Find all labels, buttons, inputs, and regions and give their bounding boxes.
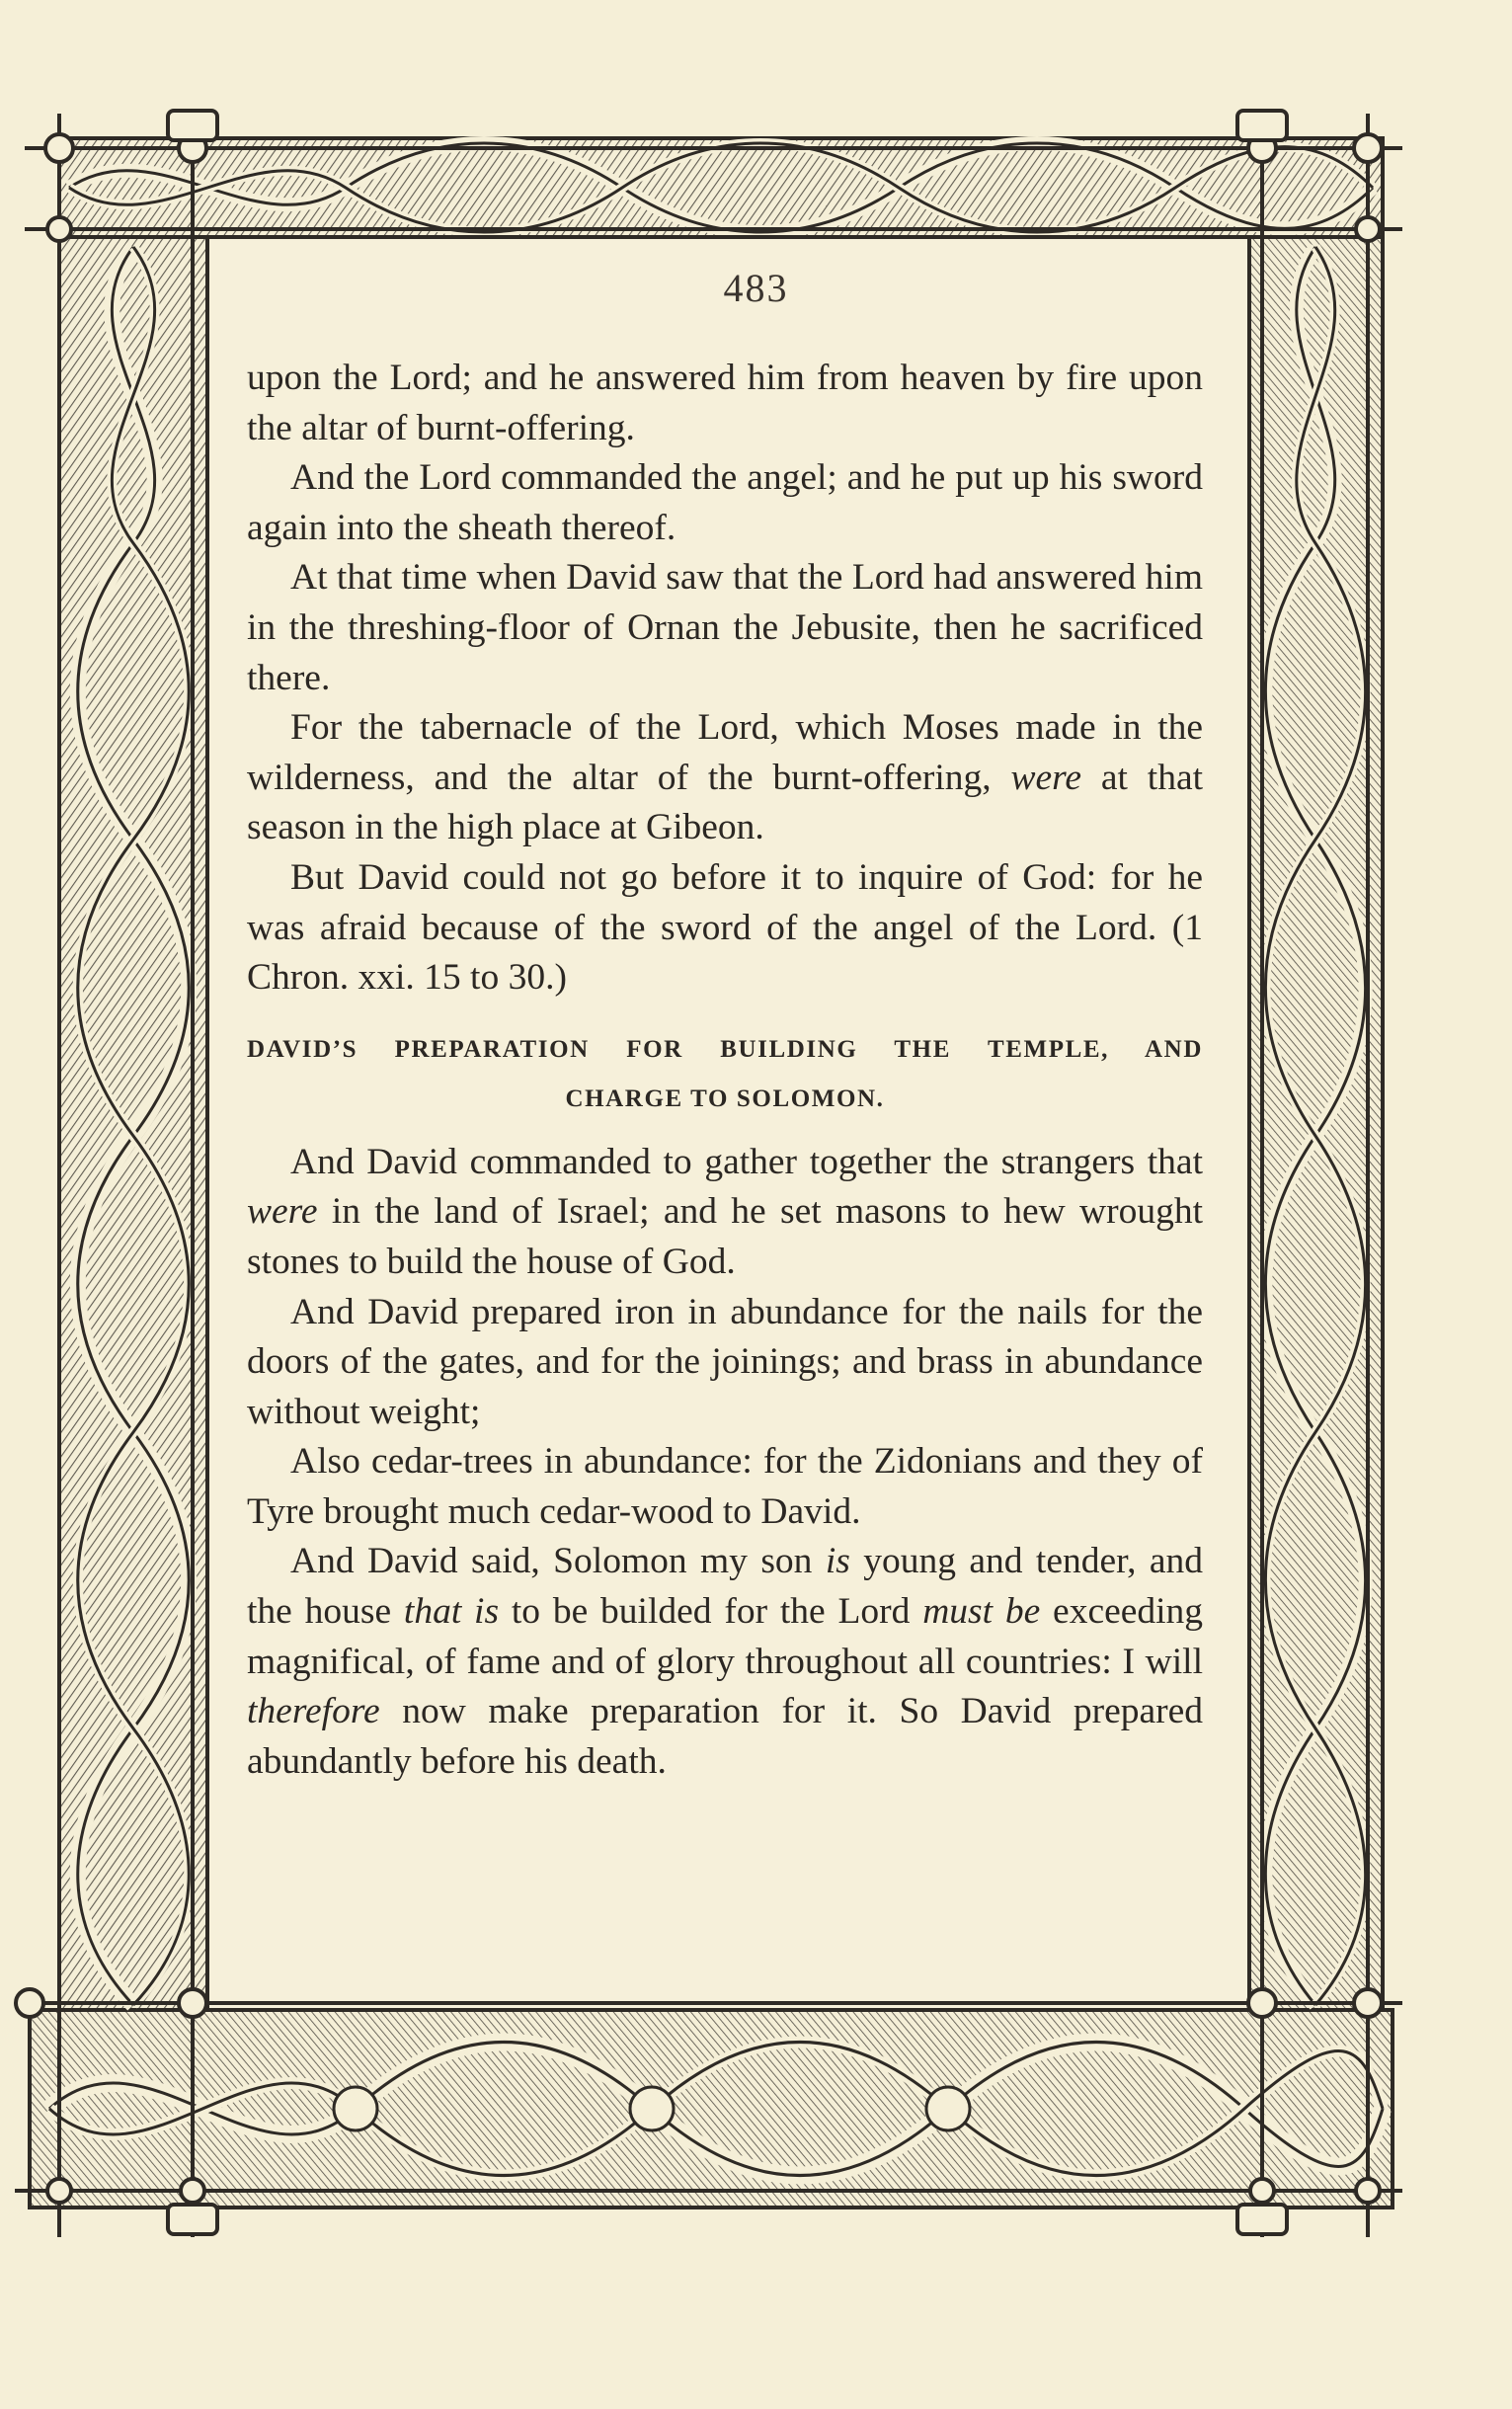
paragraph-7: And David prepared iron in abundance for the nails for the doors of the gates, and for the joinings; and brass in abundance without weight;: [247, 1291, 1203, 1432]
paragraph-2: And the Lord commanded the angel; and he put up his sword again into the sheath thereof.: [247, 457, 1203, 548]
section-heading-line-2: CHARGE TO SOLOMON.: [565, 1084, 885, 1112]
paragraph-9-italic-4: therefore: [247, 1691, 380, 1732]
paragraph-4-text-b: at that season in the high place at Gibeon.: [247, 757, 1204, 848]
paragraph-4-text-a: For the tabernacle of the Lord, which Moses made in the wilderness, and the altar of the burnt-offering,: [247, 707, 1203, 798]
paragraph-9-text-c: to be builded for the Lord: [511, 1591, 911, 1633]
paragraph-8: Also cedar-trees in abundance: for the Zidonians and they of Tyre brought much cedar-wood to David.: [247, 1441, 1203, 1532]
paragraph-4-italic: were: [1010, 757, 1081, 798]
paragraph-9-text-b: young and tender, and the house: [247, 1541, 1203, 1633]
text-block: [247, 354, 1203, 1787]
paragraph-6-text-b: in the land of Israel; and he set masons to hew wrought stones to build the house of God.: [247, 1191, 1203, 1282]
border-left-column: [59, 237, 207, 2010]
paragraph-9: [247, 1537, 1203, 1787]
paragraph-9-text-a: And David said, Solomon my son: [290, 1541, 813, 1582]
paragraph-9-text-d: exceeding magnifical, of fame and of glory throughout all countries: I will: [247, 1591, 1204, 1682]
paragraph-6-italic: were: [247, 1191, 318, 1233]
border-top-band: [59, 138, 1383, 237]
paragraph-9-text-e: now make preparation for it. So David prepared abundantly before his death.: [247, 1691, 1203, 1782]
paragraph-5: But David could not go before it to inquire of God: for he was afraid because of the sword of the angel of the Lord. (1 Chron. xxi. 15 to 30.): [247, 856, 1203, 999]
paragraph-6: [247, 1138, 1203, 1288]
paragraph-6-text-a: And David commanded to gather together the strangers that: [290, 1141, 1203, 1182]
paragraph-3: At that time when David saw that the Lord had answered him in the threshing-floor of Ornan the Jebusite, then he sacrificed there.: [247, 557, 1203, 698]
paragraph-4: [247, 703, 1203, 853]
section-heading: [247, 1025, 1203, 1124]
paragraph-9-italic-3: must be: [922, 1591, 1041, 1633]
paragraph-9-italic-1: is: [825, 1541, 850, 1582]
section-heading-line-1: DAVID’S PREPARATION FOR BUILDING THE TEMPLE, AND: [247, 1035, 1203, 1063]
page-number: 483: [723, 266, 789, 310]
paragraph-9-italic-2: that is: [403, 1591, 500, 1633]
border-bottom-band: [30, 2010, 1393, 2208]
paragraph-1: upon the Lord; and he answered him from heaven by fire upon the altar of burnt-offering.: [247, 358, 1203, 448]
border-right-column: [1249, 237, 1383, 2010]
